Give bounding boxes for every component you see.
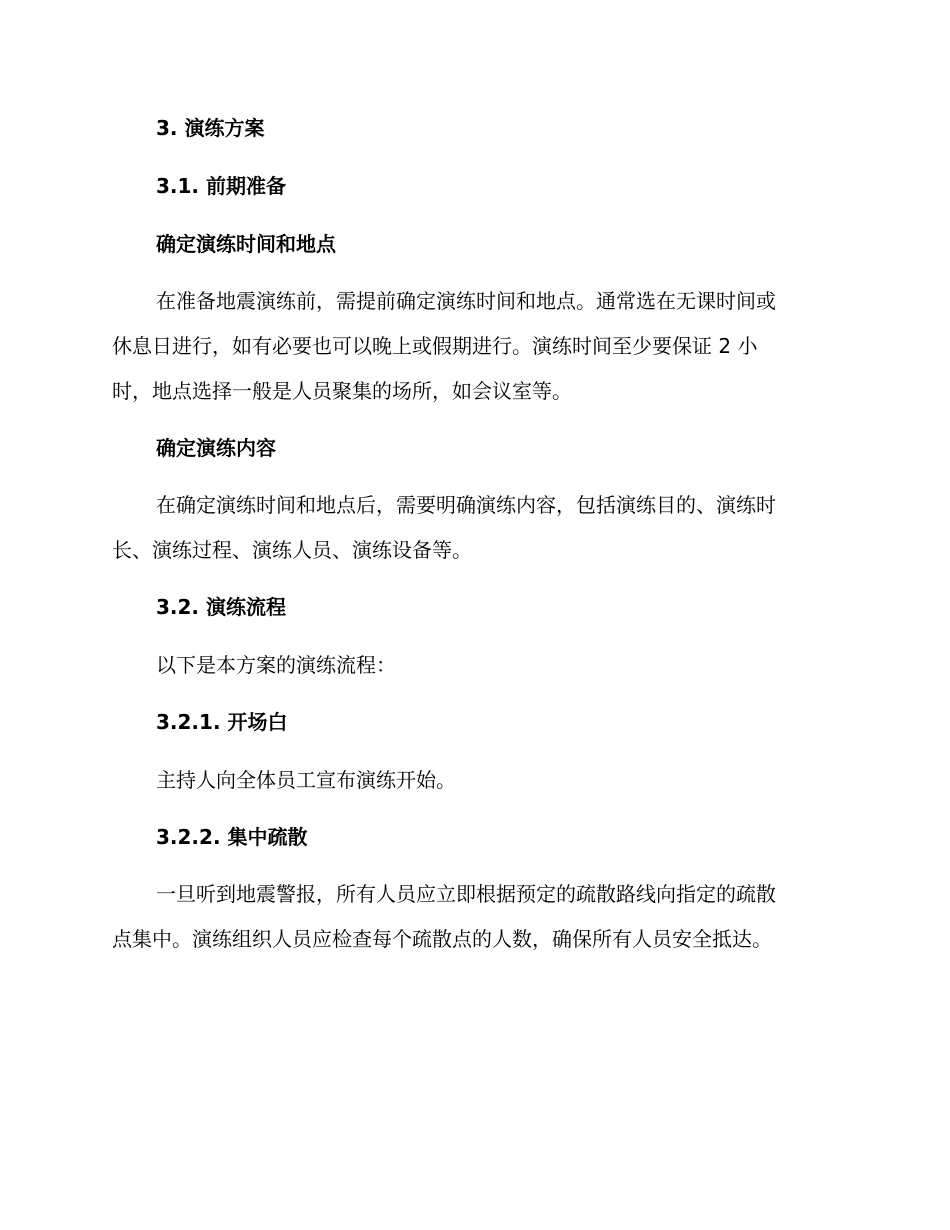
section-3-2-1-heading: 3.2.1. 开场白 <box>156 710 288 734</box>
subheading-content: 确定演练内容 <box>156 436 276 460</box>
opening-paragraph: 主持人向全体员工宣布演练开始。 <box>156 768 456 792</box>
time-place-paragraph-line-3: 时，地点选择一般是人员聚集的场所，如会议室等。 <box>112 379 572 403</box>
content-paragraph-line-2: 长、演练过程、演练人员、演练设备等。 <box>112 538 472 562</box>
evacuation-paragraph-line-1: 一旦听到地震警报，所有人员应立即根据预定的疏散路线向指定的疏散 <box>156 882 776 906</box>
flow-intro-paragraph: 以下是本方案的演练流程： <box>156 653 396 677</box>
time-place-paragraph-line-1: 在准备地震演练前，需提前确定演练时间和地点。通常选在无课时间或 <box>156 289 776 313</box>
subheading-time-place: 确定演练时间和地点 <box>156 232 336 256</box>
content-paragraph-line-1: 在确定演练时间和地点后，需要明确演练内容，包括演练目的、演练时 <box>156 493 776 517</box>
section-3-2-2-heading: 3.2.2. 集中疏散 <box>156 825 308 849</box>
evacuation-paragraph-line-2: 点集中。演练组织人员应检查每个疏散点的人数，确保所有人员安全抵达。 <box>112 927 772 951</box>
section-3-1-heading: 3.1. 前期准备 <box>156 174 286 198</box>
section-3-heading: 3. 演练方案 <box>156 116 265 140</box>
section-3-2-heading: 3.2. 演练流程 <box>156 595 286 619</box>
time-place-paragraph-line-2: 休息日进行，如有必要也可以晚上或假期进行。演练时间至少要保证 2 小 <box>112 334 758 358</box>
